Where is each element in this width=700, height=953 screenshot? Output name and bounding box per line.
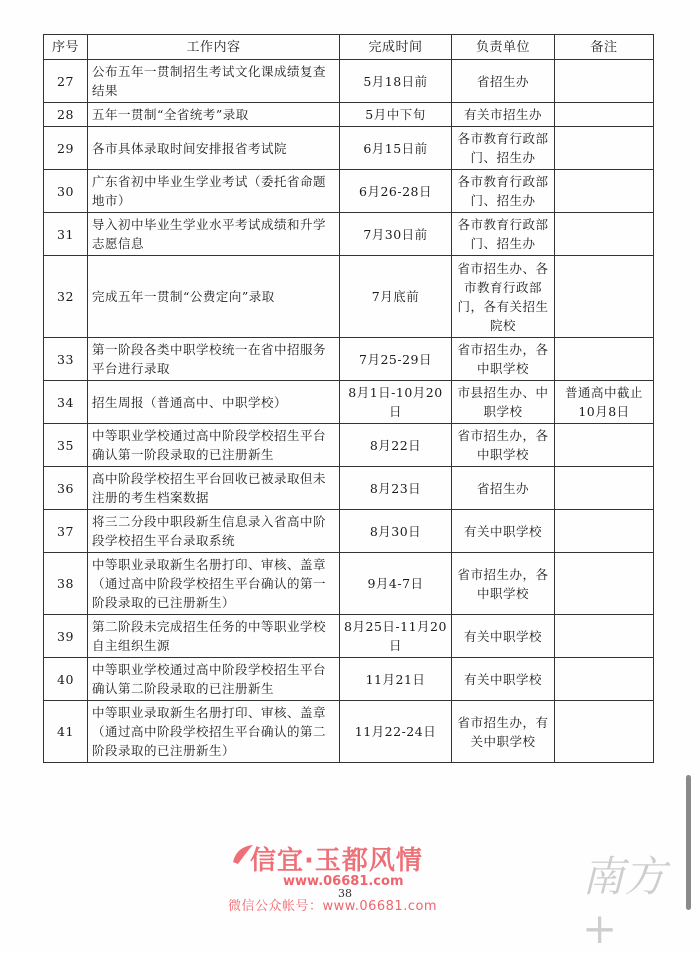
row-task: 将三二分段中职段新生信息录入省高中阶段学校招生平台录取系统 <box>88 510 340 553</box>
row-note <box>555 103 654 127</box>
row-unit: 省市招生办，各中职学校 <box>452 424 555 467</box>
table-row <box>44 553 654 615</box>
row-number: 31 <box>44 213 88 256</box>
header-note: 备注 <box>555 35 654 60</box>
row-number: 27 <box>44 60 88 103</box>
row-unit: 有关中职学校 <box>452 615 555 658</box>
row-task: 中等职业学校通过高中阶段学校招生平台确认第一阶段录取的已注册新生 <box>88 424 340 467</box>
table-row <box>44 467 654 510</box>
row-unit: 有关市招生办 <box>452 103 555 127</box>
row-task: 第二阶段未完成招生任务的中等职业学校自主组织生源 <box>88 615 340 658</box>
row-unit: 各市教育行政部门、招生办 <box>452 127 555 170</box>
row-task: 公布五年一贯制招生考试文化课成绩复查结果 <box>88 60 340 103</box>
row-number: 37 <box>44 510 88 553</box>
row-number: 29 <box>44 127 88 170</box>
row-time: 9月4-7日 <box>340 553 452 615</box>
row-task: 导入初中毕业生学业水平考试成绩和升学志愿信息 <box>88 213 340 256</box>
table-row <box>44 701 654 763</box>
row-unit: 省招生办 <box>452 60 555 103</box>
row-note <box>555 170 654 213</box>
row-unit: 各市教育行政部门、招生办 <box>452 170 555 213</box>
row-task: 中等职业学校通过高中阶段学校招生平台确认第二阶段录取的已注册新生 <box>88 658 340 701</box>
row-unit: 省招生办 <box>452 467 555 510</box>
row-number: 30 <box>44 170 88 213</box>
row-note <box>555 467 654 510</box>
row-unit: 省市招生办，有关中职学校 <box>452 701 555 763</box>
row-task: 各市具体录取时间安排报省考试院 <box>88 127 340 170</box>
row-time: 5月中下旬 <box>340 103 452 127</box>
row-unit: 省市招生办、各市教育行政部门，各有关招生院校 <box>452 256 555 338</box>
row-time: 8月1日-10月20日 <box>340 381 452 424</box>
row-task: 五年一贯制“全省统考”录取 <box>88 103 340 127</box>
row-note <box>555 213 654 256</box>
row-task: 中等职业录取新生名册打印、审核、盖章（通过高中阶段学校招生平台确认的第一阶段录取的已注册新生） <box>88 553 340 615</box>
row-time: 7月底前 <box>340 256 452 338</box>
row-number: 36 <box>44 467 88 510</box>
row-number: 34 <box>44 381 88 424</box>
row-unit: 省市招生办，各中职学校 <box>452 553 555 615</box>
row-task: 高中阶段学校招生平台回收已被录取但未注册的考生档案数据 <box>88 467 340 510</box>
row-note <box>555 510 654 553</box>
row-unit: 各市教育行政部门、招生办 <box>452 213 555 256</box>
row-note <box>555 701 654 763</box>
row-note <box>555 553 654 615</box>
row-note <box>555 615 654 658</box>
watermark-url: www.06681.com <box>283 874 404 889</box>
row-unit: 有关中职学校 <box>452 658 555 701</box>
row-note: 普通高中截止10月8日 <box>555 381 654 424</box>
row-unit: 省市招生办，各中职学校 <box>452 338 555 381</box>
row-number: 32 <box>44 256 88 338</box>
table-row <box>44 424 654 467</box>
table-body <box>44 60 654 763</box>
table-row <box>44 213 654 256</box>
row-task: 广东省初中毕业生学业考试（委托省命题地市） <box>88 170 340 213</box>
row-time: 8月23日 <box>340 467 452 510</box>
row-number: 39 <box>44 615 88 658</box>
table-row <box>44 615 654 658</box>
table-row <box>44 103 654 127</box>
table-row <box>44 658 654 701</box>
row-task: 第一阶段各类中职学校统一在省中招服务平台进行录取 <box>88 338 340 381</box>
row-number: 33 <box>44 338 88 381</box>
row-time: 8月30日 <box>340 510 452 553</box>
row-time: 8月25日-11月20日 <box>340 615 452 658</box>
header-time: 完成时间 <box>340 35 452 60</box>
page-number: 38 <box>338 887 352 900</box>
row-task: 中等职业录取新生名册打印、审核、盖章（通过高中阶段学校招生平台确认的第二阶段录取的已注册新生） <box>88 701 340 763</box>
row-time: 11月21日 <box>340 658 452 701</box>
row-number: 41 <box>44 701 88 763</box>
table-row <box>44 510 654 553</box>
table-row <box>44 170 654 213</box>
row-unit: 有关中职学校 <box>452 510 555 553</box>
row-task: 招生周报（普通高中、中职学校） <box>88 381 340 424</box>
row-number: 38 <box>44 553 88 615</box>
row-note <box>555 256 654 338</box>
row-time: 8月22日 <box>340 424 452 467</box>
header-no: 序号 <box>44 35 88 60</box>
table-row <box>44 256 654 338</box>
row-time: 5月18日前 <box>340 60 452 103</box>
table-row <box>44 381 654 424</box>
table-header-row <box>44 35 654 60</box>
header-task: 工作内容 <box>88 35 340 60</box>
row-task: 完成五年一贯制“公费定向”录取 <box>88 256 340 338</box>
row-time: 6月15日前 <box>340 127 452 170</box>
row-time: 7月25-29日 <box>340 338 452 381</box>
row-time: 7月30日前 <box>340 213 452 256</box>
row-note <box>555 658 654 701</box>
row-unit: 市县招生办、中职学校 <box>452 381 555 424</box>
row-note <box>555 60 654 103</box>
table-row <box>44 338 654 381</box>
row-note <box>555 338 654 381</box>
row-note <box>555 127 654 170</box>
row-number: 40 <box>44 658 88 701</box>
schedule-table <box>43 34 654 763</box>
row-time: 11月22-24日 <box>340 701 452 763</box>
watermark-account: 微信公众帐号：www.06681.com <box>228 899 438 914</box>
table-row <box>44 60 654 103</box>
row-note <box>555 424 654 467</box>
watermark-title: 信宜·玉都风情 <box>250 846 423 876</box>
row-time: 6月26-28日 <box>340 170 452 213</box>
row-number: 35 <box>44 424 88 467</box>
header-unit: 负责单位 <box>452 35 555 60</box>
row-number: 28 <box>44 103 88 127</box>
table-row <box>44 127 654 170</box>
brand-watermark: 南方+ <box>582 852 667 953</box>
